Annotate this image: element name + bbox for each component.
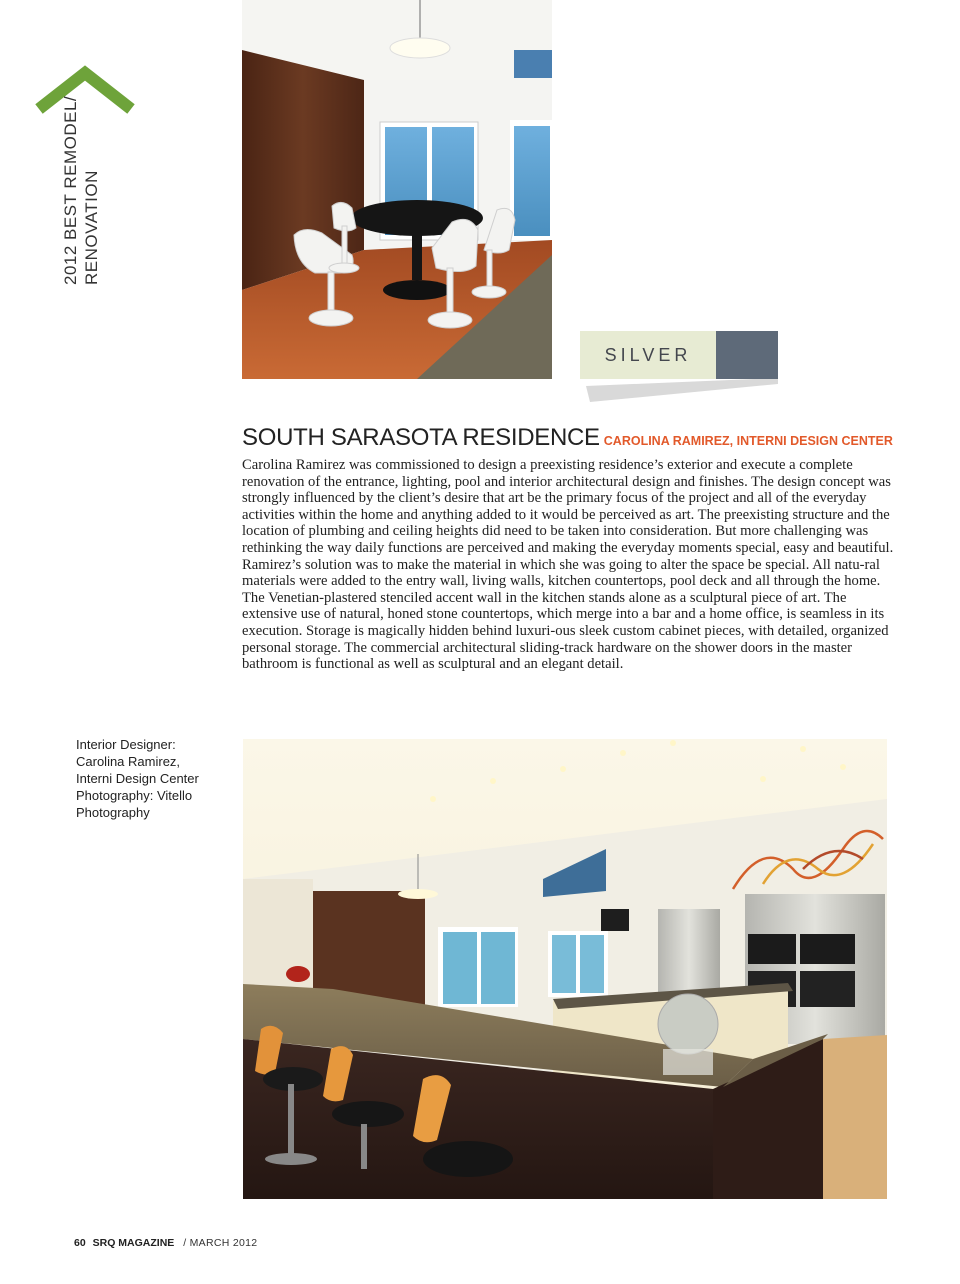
- article-title: SOUTH SARASOTA RESIDENCE: [242, 424, 600, 451]
- photo-credits: [76, 736, 236, 821]
- category-label: [60, 45, 102, 285]
- magazine-name: SRQ MAGAZINE: [92, 1237, 175, 1249]
- credits-line: Photography: [76, 805, 150, 820]
- credits-line: Photography: Vitello: [76, 788, 193, 803]
- article-heading: [242, 424, 902, 452]
- article-byline: CAROLINA RAMIREZ, INTERNI DESIGN CENTER: [603, 434, 893, 448]
- kitchen-photo: [243, 739, 887, 1199]
- page-footer: [74, 1237, 257, 1249]
- silver-award-label: SILVER: [604, 344, 692, 365]
- issue-date: / MARCH 2012: [183, 1237, 258, 1249]
- category-label-line1: 2012 BEST REMODEL/: [61, 95, 80, 285]
- page-number: 60: [74, 1237, 86, 1249]
- article-body: Carolina Ramirez was commissioned to design a preexisting residence’s exterior and execute a complete renovation of the entrance, lighting, pool and interior architectural design and finishes. The design concept was strongly influenced by the client’s desire that art be the primary focus of the project and all of the everyday activities within the home and anything added to it would be perceived as art. The preexisting structure and the location of plumbing and ceiling heights did need to be taken into consideration. But more challenging was rethinking the way daily functions are perceived and making the everyday moments special, easy and beautiful. Ramirez’s solution was to make the material in which she was going to alter the space be special. All natu-ral materials were added to the entry wall, living walls, kitchen countertops, pool deck and all through the home. The Venetian-plastered stenciled accent wall in the kitchen stands alone as a sculptural piece of art. The extensive use of natural, honed stone countertops, which merge into a bar and a home office, is seamless in its execution. Storage is magically hidden behind luxuri-ous sleek custom cabinet pieces, with detailed, organized personal storage. The commercial architectural sliding-track hardware on the shower doors in the master bathroom is functional as well as sculptural and an elegant detail.: [242, 457, 894, 673]
- credits-line: Interior Designer:: [76, 737, 176, 752]
- dining-room-photo: [242, 0, 552, 379]
- category-label-line2: RENOVATION: [82, 170, 101, 285]
- credits-line: Carolina Ramirez,: [76, 754, 181, 769]
- credits-line: Interni Design Center: [76, 771, 199, 786]
